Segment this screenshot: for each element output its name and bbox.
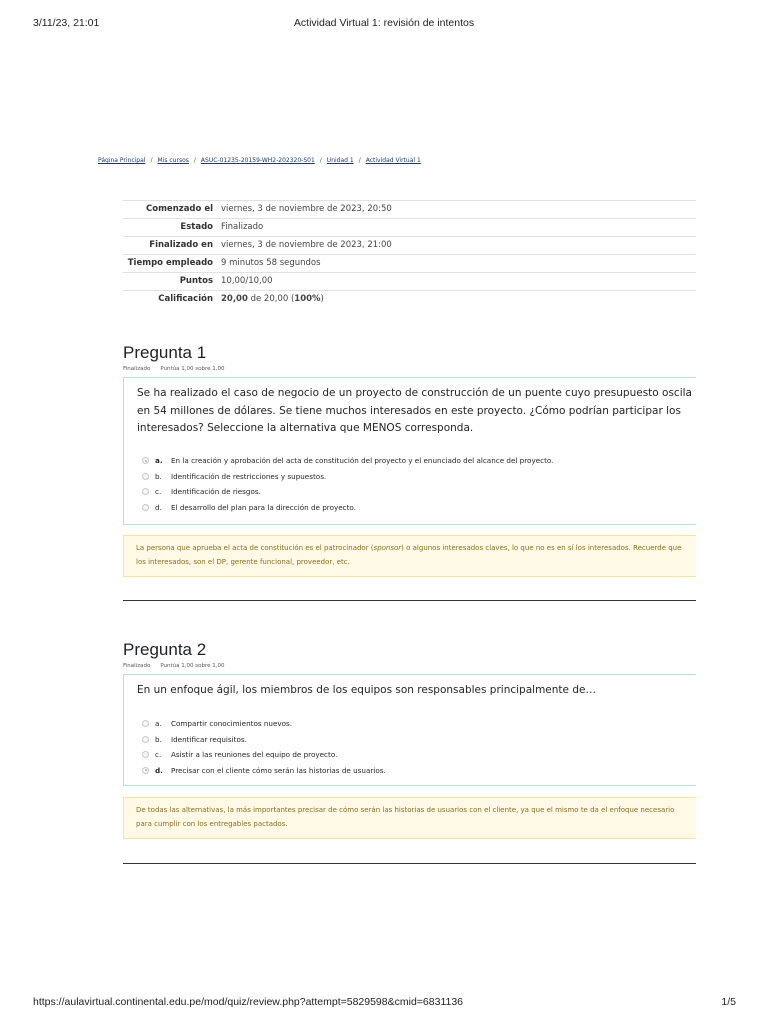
answer-option[interactable]: b. Identificar requisitos.: [142, 732, 386, 748]
radio-icon[interactable]: [142, 488, 149, 495]
question-meta: [123, 663, 225, 669]
question-text: En un enfoque ágil, los miembros de los equipos son responsables principalmente de…: [137, 684, 596, 696]
question-meta: [123, 366, 225, 372]
answer-option[interactable]: b. Identificación de restricciones y supuestos.: [142, 469, 553, 485]
radio-icon[interactable]: [142, 736, 149, 743]
print-header: [0, 17, 768, 31]
answer-option[interactable]: c. Asistir a las reuniones del equipo de proyecto.: [142, 747, 386, 763]
breadcrumb-separator: /: [150, 157, 153, 164]
question-box: [123, 377, 696, 525]
grade-close: ): [320, 294, 324, 304]
answer-option[interactable]: d. El desarrollo del plan para la dirección de proyecto.: [142, 500, 553, 516]
grade-score: 20,00: [221, 294, 248, 304]
radio-selected-icon[interactable]: [142, 767, 149, 774]
feedback-text: De todas las alternativas, la más importantes precisar de cómo serán las historias de usuarios con el cliente, ya que el mismo te da el enfoque necesario para cumplir con los entregables pactados.: [136, 806, 675, 828]
answer-option[interactable]: a. Compartir conocimientos nuevos.: [142, 716, 386, 732]
summary-value: 10,00/10,00: [221, 276, 273, 286]
summary-value: 9 minutos 58 segundos: [221, 258, 321, 268]
question-divider: [123, 863, 696, 864]
answer-option[interactable]: d. Precisar con el cliente cómo serán las historias de usuarios.: [142, 763, 386, 779]
summary-label: Finalizado en: [149, 240, 213, 250]
breadcrumb-course[interactable]: ASUC-01235-20159-WH2-202320-S01: [200, 157, 315, 164]
breadcrumb-separator: /: [319, 157, 322, 164]
breadcrumb-my-courses[interactable]: Mis cursos: [157, 157, 189, 164]
radio-icon[interactable]: [142, 720, 149, 727]
summary-value: Finalizado: [221, 222, 264, 232]
summary-label: Puntos: [179, 276, 213, 286]
summary-row-points: [123, 273, 696, 291]
attempt-summary-table: [123, 200, 696, 308]
print-title: Actividad Virtual 1: revisión de intentos: [293, 17, 475, 29]
summary-row-started: [123, 201, 696, 219]
breadcrumb-unit[interactable]: Unidad 1: [326, 157, 354, 164]
summary-label: Tiempo empleado: [127, 258, 213, 268]
radio-selected-icon[interactable]: [142, 457, 149, 464]
question-box: [123, 674, 696, 786]
feedback-text: La persona que aprueba el acta de constitución es el patrocinador (sponsor) o algunos interesados claves, lo que no es en sí los interesados. Recuerde que los interesados, son el DP, gerente funcional, proveedor, etc.: [136, 544, 682, 566]
radio-icon[interactable]: [142, 473, 149, 480]
question-divider: [123, 600, 696, 601]
print-url: https://aulavirtual.continental.edu.pe/mod/quiz/review.php?attempt=5829598&cmid=6831136: [33, 996, 464, 1008]
question-state: Finalizado: [123, 366, 151, 372]
summary-label: Comenzado el: [146, 204, 213, 214]
breadcrumb-activity[interactable]: Actividad Virtual 1: [365, 157, 421, 164]
summary-value: viernes, 3 de noviembre de 2023, 21:00: [221, 240, 392, 250]
answer-option[interactable]: a. En la creación y aprobación del acta de constitución del proyecto y el enunciado del alcance del proyecto.: [142, 453, 553, 469]
summary-value: [219, 291, 696, 309]
question-title: Pregunta 1: [123, 343, 207, 362]
print-date: 3/11/23, 21:01: [33, 17, 100, 29]
question-grade: Puntúa 1,00 sobre 1,00: [160, 663, 225, 669]
summary-value: viernes, 3 de noviembre de 2023, 20:50: [221, 204, 392, 214]
question-text: Se ha realizado el caso de negocio de un proyecto de construcción de un puente cuyo presupuesto oscila en 54 millones de dólares. Se tiene muchos interesados en este proyecto. ¿Cómo podrían participar los interesados? Seleccione la alternativa que MENOS corresponda.: [137, 387, 692, 434]
question-state: Finalizado: [123, 663, 151, 669]
summary-row-grade: [123, 291, 696, 309]
summary-label: Estado: [180, 222, 213, 232]
general-feedback: [123, 535, 696, 577]
summary-row-state: [123, 219, 696, 237]
breadcrumb: [98, 157, 421, 164]
answer-list: [142, 453, 553, 515]
answer-list: [142, 716, 386, 778]
question-grade: Puntúa 1,00 sobre 1,00: [160, 366, 225, 372]
radio-icon[interactable]: [142, 504, 149, 511]
breadcrumb-home[interactable]: Página Principal: [98, 157, 146, 164]
grade-of: de 20,00 (: [247, 294, 295, 304]
summary-label: Calificación: [158, 294, 213, 304]
question-title: Pregunta 2: [123, 640, 207, 659]
summary-row-finished: [123, 237, 696, 255]
answer-option[interactable]: c. Identificación de riesgos.: [142, 484, 553, 500]
summary-row-time-taken: [123, 255, 696, 273]
breadcrumb-separator: /: [358, 157, 361, 164]
radio-icon[interactable]: [142, 751, 149, 758]
general-feedback: [123, 797, 696, 839]
print-page-number: 1/5: [721, 996, 736, 1008]
grade-percent: 100%: [294, 294, 321, 304]
breadcrumb-separator: /: [193, 157, 196, 164]
